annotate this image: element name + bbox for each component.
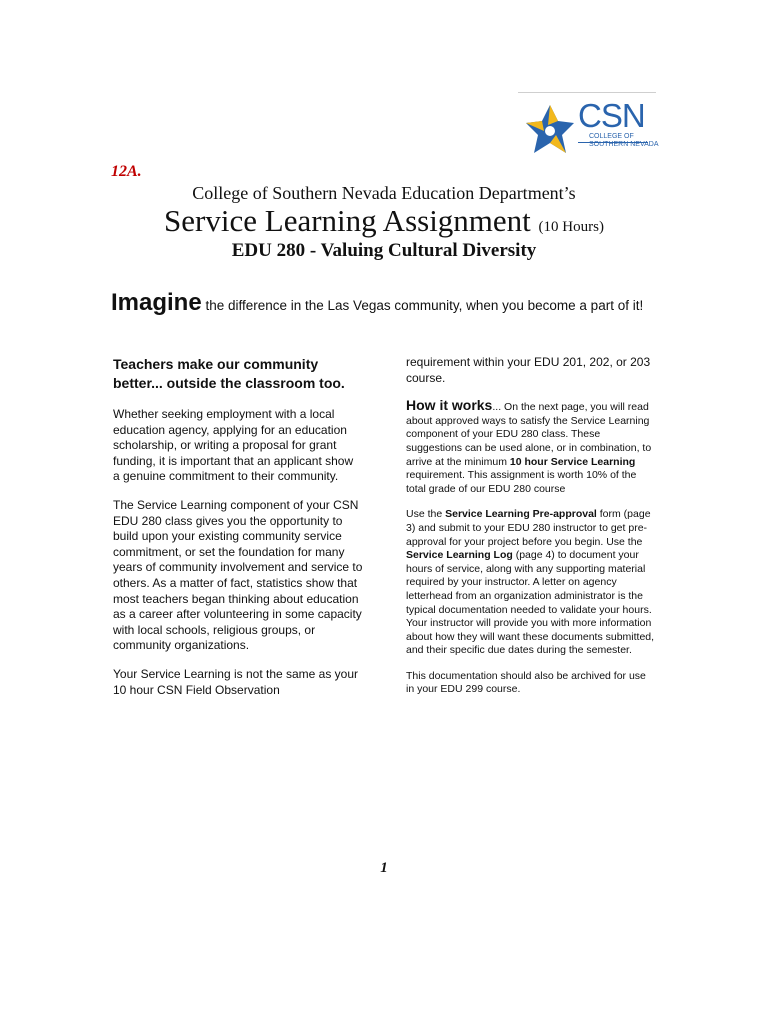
log-form-name: Service Learning Log: [406, 549, 513, 562]
title-hours: (10 Hours): [538, 219, 604, 235]
right-column: [406, 355, 656, 709]
intro-statement: [111, 289, 661, 316]
use-text-b: form (page 3) and submit to your EDU 280 instructor to get pre-approval for your project before you begin. Use the: [406, 508, 651, 548]
department-line: College of Southern Nevada Education Department’s: [192, 183, 576, 203]
how-it-works-bold: 10 hour Service Learning: [509, 455, 636, 468]
course-title: EDU 280 - Valuing Cultural Diversity: [231, 240, 537, 261]
document-number: 12A.: [111, 163, 142, 180]
use-forms-paragraph: [406, 508, 656, 658]
archive-paragraph: This documentation should also be archived for use in your EDU 299 course.: [406, 669, 646, 696]
how-it-works-text-b: requirement. This assignment is worth 10% of the total grade of our EDU 280 course: [406, 469, 637, 495]
logo-subtitle: [589, 133, 659, 149]
left-paragraph-3: Your Service Learning is not the same as your 10 hour CSN Field Observation: [113, 666, 359, 697]
left-heading: Teachers make our community better... outside the classroom too.: [113, 356, 345, 391]
how-it-works-paragraph: [406, 399, 656, 496]
how-it-works-text-a: On the next page, you will read about approved ways to satisfy the Service Learning component of your EDU 280 class. These suggestions can be used alone, or in combination, to arrive at the minimum: [406, 401, 652, 468]
left-paragraph-1: Whether seeking employment with a local education agency, applying for an education scholarship, or writing a proposal for grant funding, it is important that an applicant show a genuine commitment to their community.: [113, 407, 354, 484]
intro-text: the difference in the Las Vegas community, when you become a part of it!: [201, 298, 644, 313]
left-paragraph-2: The Service Learning component of your CSN EDU 280 class gives you the opportunity to build upon your existing community service commitment, or set the foundation for many years of community involvement and service to others. As a matter of fact, statistics show that most teachers began thinking about education as a career after volunteering in some capacity with local schools, religious groups, or community organizations.: [113, 497, 363, 653]
how-it-works-dots: ...: [492, 401, 505, 414]
logo-subtitle-line2: SOUTHERN NEVADA: [589, 141, 659, 148]
how-it-works-heading: How it works: [406, 397, 493, 414]
left-column: [113, 355, 363, 711]
use-text-c: (page 4) to document your hours of service, along with any supporting material required by your instructor. A letter on agency letterhead from an organization administrator is the typical documentation needed to validate your hours. Your instructor will provide you with more information about how they will want these documents submitted, and their specific due dates during the semester.: [406, 549, 655, 657]
star-icon: [526, 105, 574, 153]
logo-wordmark: CSN: [578, 97, 645, 134]
right-paragraph-1: requirement within your EDU 201, 202, or 203 course.: [406, 355, 651, 385]
intro-lead-word: Imagine: [111, 289, 202, 316]
page-number: 1: [380, 860, 388, 876]
use-text-a: Use the: [406, 508, 446, 521]
logo-divider: [518, 92, 656, 93]
title-text: Service Learning Assignment: [164, 203, 531, 238]
logo-subtitle-line1: COLLEGE OF: [589, 133, 634, 140]
preapproval-form-name: Service Learning Pre-approval: [445, 508, 597, 521]
